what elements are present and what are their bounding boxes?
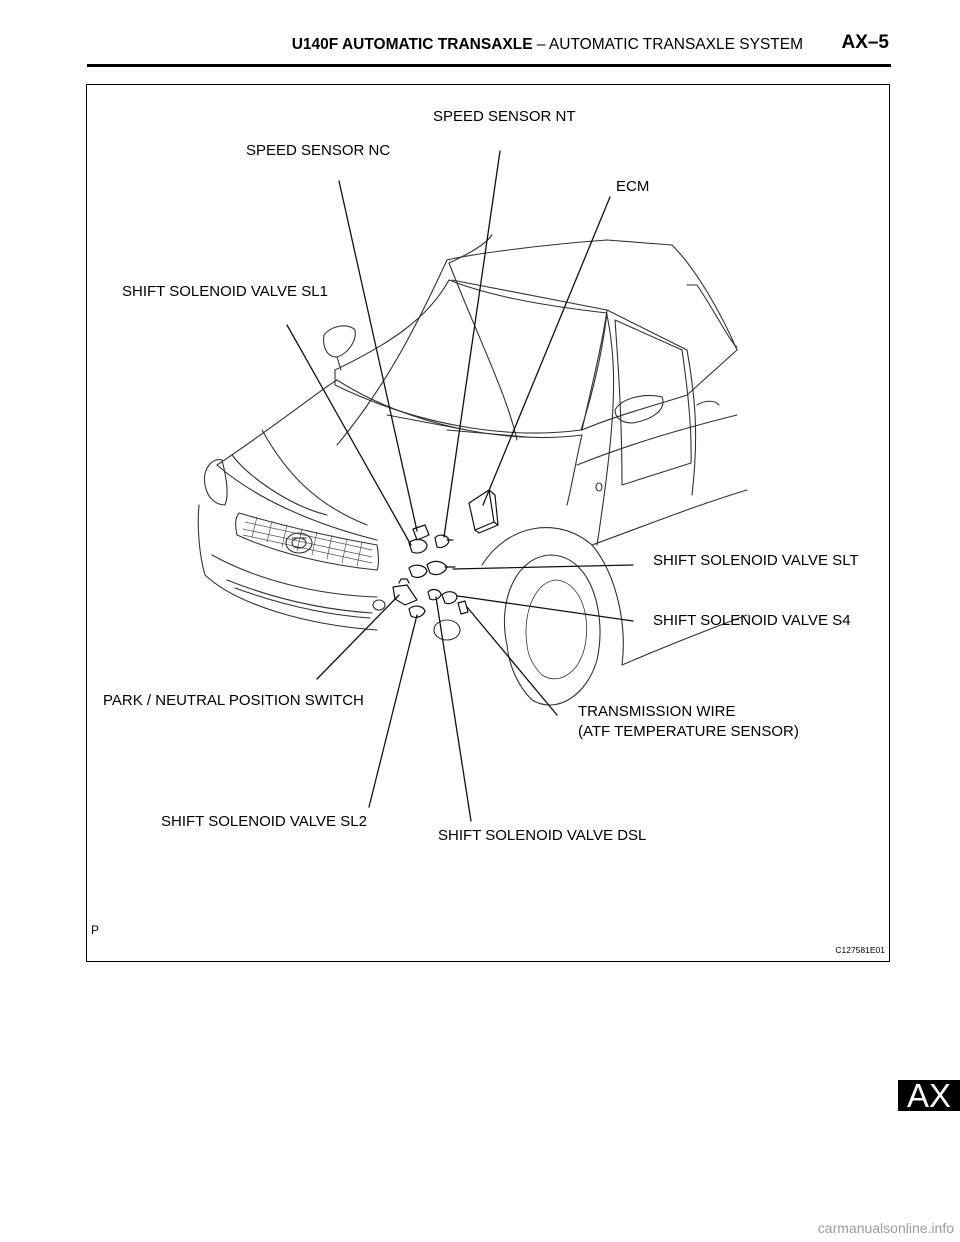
label-shift-solenoid-dsl: SHIFT SOLENOID VALVE DSL xyxy=(438,827,647,844)
page-number: AX–5 xyxy=(841,32,889,53)
section-tab: AX xyxy=(898,1080,960,1111)
figure-code: C127581E01 xyxy=(835,945,885,955)
label-ecm: ECM xyxy=(616,178,650,195)
label-transmission-wire: TRANSMISSION WIRE xyxy=(578,703,736,720)
section-title-bold: U140F AUTOMATIC TRANSAXLE xyxy=(291,36,533,53)
page-header xyxy=(87,30,891,67)
label-speed-sensor-nc: SPEED SENSOR NC xyxy=(246,142,391,159)
figure-corner-letter: P xyxy=(91,923,100,937)
component-location-figure xyxy=(86,84,890,962)
label-speed-sensor-nt: SPEED SENSOR NT xyxy=(433,108,576,125)
section-title-rest: AUTOMATIC TRANSAXLE SYSTEM xyxy=(548,36,803,53)
section-title xyxy=(292,36,803,54)
label-shift-solenoid-slt: SHIFT SOLENOID VALVE SLT xyxy=(653,552,859,569)
label-shift-solenoid-s4: SHIFT SOLENOID VALVE S4 xyxy=(653,612,851,629)
label-shift-solenoid-sl2: SHIFT SOLENOID VALVE SL2 xyxy=(161,813,367,830)
label-park-neutral-switch: PARK / NEUTRAL POSITION SWITCH xyxy=(103,692,364,709)
watermark-text: carmanualsonline.info xyxy=(817,1220,954,1236)
label-atf-temperature-sensor: (ATF TEMPERATURE SENSOR) xyxy=(578,723,799,740)
section-title-separator: – xyxy=(532,36,549,53)
label-shift-solenoid-sl1: SHIFT SOLENOID VALVE SL1 xyxy=(122,283,328,300)
